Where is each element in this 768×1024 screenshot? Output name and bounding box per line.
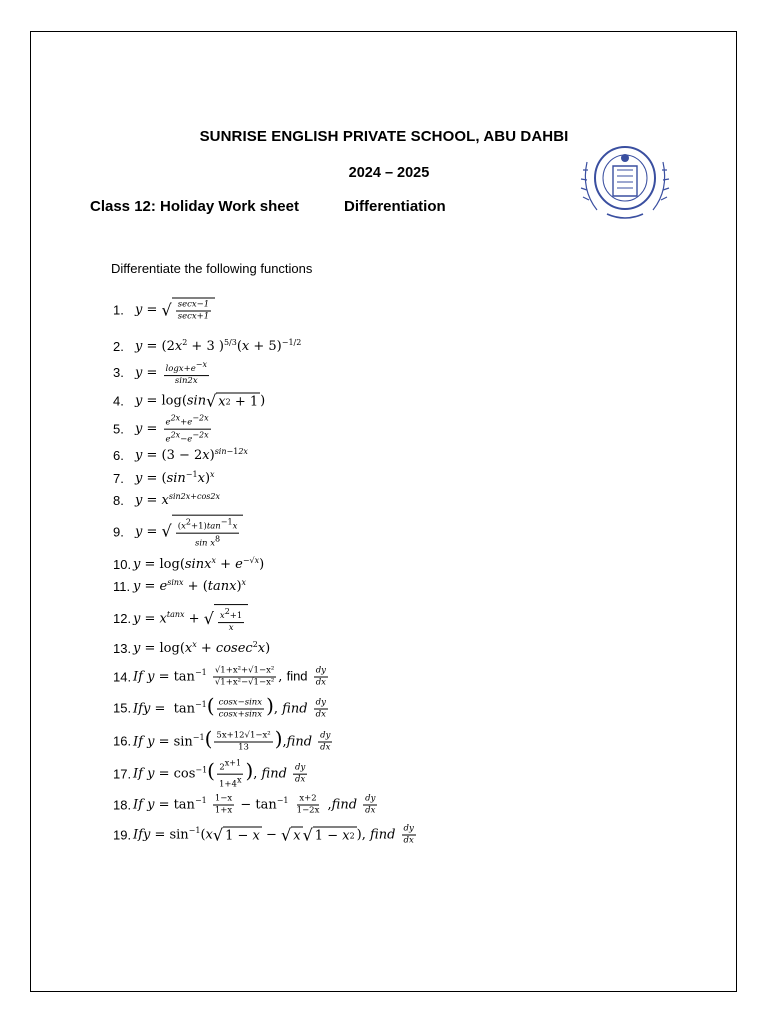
question-expression: y = $\frac{e^{2x}+e^{-2x}}{e^{2x}-e^{-2x}}$ [135, 413, 209, 445]
question-14 [113, 666, 330, 689]
class-label: Class 12: Holiday Work sheet [90, 198, 299, 215]
question-expression: If $y = \tan^{-1}$ $\frac{\text{√1+x²+√1−x²}}{\text{√1+x²−√1−x²}}$ , find $\frac{dy}{dx}$ [133, 665, 326, 688]
academic-year: 2024 – 2025 [348, 165, 430, 181]
question-expression: Ify = $\tan^{-1}$( $\frac{\cos x-\sin x}{\cos x+\sin x}$ ), find $\frac{dy}{dx}$ [133, 693, 326, 720]
question-17 [113, 758, 309, 791]
question-number: 7. [113, 470, 124, 486]
question-number: 10. [113, 556, 132, 572]
question-number: 16. [113, 733, 132, 749]
question-number: 9. [113, 524, 124, 540]
question-10 [113, 556, 264, 572]
question-11 [113, 578, 246, 594]
question-number: 6. [113, 447, 124, 463]
question-expression: $y = x^{tanx}$ + √ $\frac{x^2+1}{x}$ [133, 604, 248, 634]
question-expression: $y = (2x^2 + 3$ )$^{5/3}(x + 5)^{-1/2}$ [135, 337, 302, 355]
question-expression: $y = \log(x^x + cosec^2x)$ [133, 639, 271, 657]
question-number: 17. [113, 766, 132, 782]
question-18 [113, 794, 379, 817]
question-number: 14. [113, 669, 132, 685]
question-expression: y = √ $\frac{(x^2+1)\tan^{-1}x}{\sin x^8}$ [135, 515, 243, 550]
instruction-text: Differentiate the following functions [111, 261, 313, 276]
question-13 [113, 640, 270, 656]
question-expression: $y = x^{sin2x+cos2x}$ [135, 491, 220, 509]
question-number: 1. [113, 302, 124, 318]
question-number: 8. [113, 492, 124, 508]
question-16 [113, 726, 334, 754]
question-expression: If $y = \tan^{-1}$ $\frac{1-x}{1+x}$ − $\tan^{-1}$ $\frac{x+2}{1-2x}$ ,find $\frac{dy}{dx}$ [133, 793, 376, 816]
question-number: 12. [113, 611, 132, 627]
question-2 [113, 338, 301, 354]
school-title: SUNRISE ENGLISH PRIVATE SCHOOL, ABU DAHBI [199, 128, 569, 145]
question-8 [113, 492, 220, 508]
question-5 [113, 413, 213, 446]
question-7 [113, 470, 215, 486]
question-expression: $y = e^{sinx} + (\tan x)^x$ [133, 577, 247, 595]
question-expression: $y = (3 - 2x)^{sin-12x}$ [135, 446, 248, 464]
question-12 [113, 604, 248, 634]
question-number: 18. [113, 797, 132, 813]
question-19 [113, 824, 418, 847]
question-9 [113, 515, 243, 550]
question-expression: y = log(sin √ x 2 + 1 ) [135, 391, 266, 410]
question-1 [113, 298, 215, 323]
question-expression: $y = (\sin^{-1}x)^x$ [135, 469, 215, 487]
question-expression: $y = \log(\sin x^x + e^{-√x})$ [133, 555, 265, 573]
question-3 [113, 359, 211, 387]
question-expression: Ify = $\sin^{-1}(x$ √ 1 − x − √ x √ 1 − x 2 ), find $\frac{dy}{dx}$ [133, 823, 414, 846]
subject-label: Differentiation [344, 198, 446, 215]
question-number: 11. [113, 578, 131, 594]
question-number: 15. [113, 700, 132, 716]
question-number: 5. [113, 421, 124, 437]
question-expression: If $y = \cos^{-1}$( $\frac{2^{x+1}}{1+4^x}$ ), find $\frac{dy}{dx}$ [133, 758, 306, 790]
question-number: 3. [113, 365, 124, 381]
question-expression: If $y = \sin^{-1}$( $\frac{\text{5x+12√1−x²}}{13}$ ),find $\frac{dy}{dx}$ [133, 726, 331, 753]
question-15 [113, 693, 330, 721]
find-word: find [286, 668, 308, 684]
question-expression: y = $\frac{\log x+e^{-x}}{\sin 2x}$ [135, 360, 207, 386]
question-6 [113, 447, 248, 463]
question-4 [113, 393, 265, 410]
question-number: 2. [113, 338, 124, 354]
question-number: 13. [113, 640, 132, 656]
question-number: 19. [113, 827, 132, 843]
question-number: 4. [113, 393, 124, 409]
school-crest-logo [577, 140, 673, 222]
question-expression: y = √ $\frac{\sec x-1}{\sec x+1}$ [135, 298, 215, 323]
